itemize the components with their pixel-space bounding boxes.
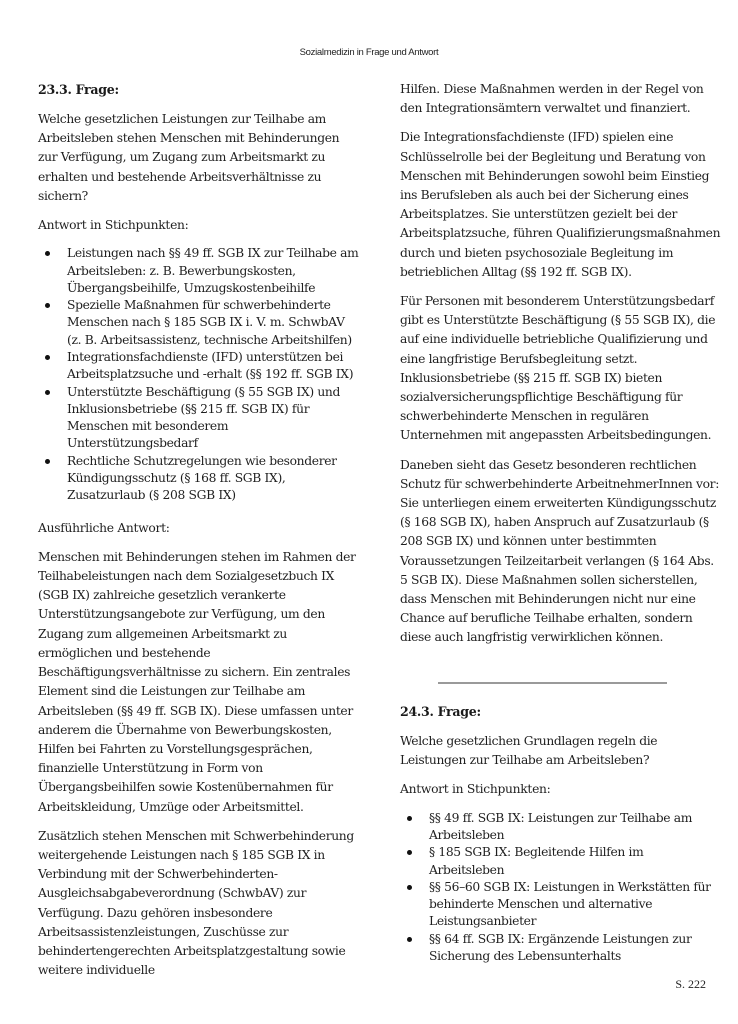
answer-paragraph: Für Personen mit besonderem Unterstützungsbedarf gibt es Unterstützte Beschäftigung (§ 55 SGB IX), die auf eine individuelle betriebliche Qualifizierung und eine langfristige Berufsbegleitung setzt. Inklusionsbetriebe (§§ 215 ff. SGB IX) bieten sozialversicherungspflichtige Beschäftigung für schwerbehinderte Menschen in regulären Unternehmen mit angepassten Arbeitsbedingungen. (400, 294, 716, 443)
right-column (400, 80, 722, 658)
bullet-icon (45, 251, 50, 256)
bullet-icon (45, 459, 50, 464)
bullets-label: Antwort in Stichpunkten: (400, 782, 551, 797)
left-column (38, 80, 360, 990)
next-question-section (400, 702, 722, 977)
answer-paragraph: Daneben sieht das Gesetz besonderen rechtlichen Schutz für schwerbehinderte ArbeitnehmerInnen vor: Sie unterliegen einem erweiterten Kündigungsschutz (§ 168 SGB IX), haben Anspruch auf Zusatzurlaub (§ 208 SGB IX) und können unter bestimmten Voraussetzungen Teilzeitarbeit verlangen (§ 164 Abs. 5 SGB IX). Diese Maßnahmen sollen sicherstellen, dass Menschen mit Behinderungen nicht nur eine Chance auf berufliche Teilhabe erhalten, sondern diese auch langfristig verwirklichen können. (400, 457, 720, 645)
detail-answer-label: Ausführliche Antwort: (38, 520, 170, 535)
answer-bullet-list (400, 810, 722, 966)
answer-bullet-list (38, 245, 360, 504)
question-text: Welche gesetzlichen Grundlagen regeln die Leistungen zur Teilhabe am Arbeitsleben? (400, 734, 658, 768)
section-divider (438, 682, 667, 684)
bullet-item: §§ 56–60 SGB IX: Leistungen in Werkstätten für behinderte Menschen und alternative Leistungsanbieter (400, 879, 722, 931)
bullet-icon (407, 816, 412, 821)
page-number: S. 222 (675, 977, 706, 991)
bullet-item: Unterstützte Beschäftigung (§ 55 SGB IX) und Inklusionsbetriebe (§§ 215 ff. SGB IX) für Menschen mit besonderem Unterstützungsbedarf (38, 384, 360, 453)
bullet-item: § 185 SGB IX: Begleitende Hilfen im Arbeitsleben (400, 844, 722, 879)
bullet-icon (45, 303, 50, 308)
answer-paragraph: Menschen mit Behinderungen stehen im Rahmen der Teilhabeleistungen nach dem Sozialgesetzbuch IX (SGB IX) zahlreiche gesetzlich verankerte Unterstützungsangebote zur Verfügung, um den Zugang zum allgemeinen Arbeitsmarkt zu ermöglichen und bestehende Beschäftigungsverhältnisse zu sichern. Ein zentrales Element sind die Leistungen zur Teilhabe am Arbeitsleben (§§ 49 ff. SGB IX). Diese umfassen unter anderem die Übernahme von Bewerbungskosten, Hilfen bei Fahrten zu Vorstellungsgesprächen, finanzielle Unterstützung in Form von Übergangsbeihilfen sowie Kostenübernahmen für Arbeitskleidung, Umzüge oder Arbeitsmittel. (38, 549, 356, 814)
bullet-item: §§ 49 ff. SGB IX: Leistungen zur Teilhabe am Arbeitsleben (400, 810, 722, 845)
bullet-icon (407, 850, 412, 855)
bullet-icon (45, 355, 50, 360)
bullet-item: §§ 64 ff. SGB IX: Ergänzende Leistungen zur Sicherung des Lebensunterhalts (400, 931, 722, 966)
bullet-icon (45, 390, 50, 395)
bullet-icon (407, 885, 412, 890)
bullet-item: Rechtliche Schutzregelungen wie besonderer Kündigungsschutz (§ 168 ff. SGB IX), Zusatzurlaub (§ 208 SGB IX) (38, 453, 360, 505)
question-heading-23-3: 23.3. Frage: (38, 82, 119, 97)
question-heading-24-3: 24.3. Frage: (400, 704, 481, 719)
answer-paragraph: Die Integrationsfachdienste (IFD) spielen eine Schlüsselrolle bei der Begleitung und Beratung von Menschen mit Behinderungen sowohl beim Einstieg ins Berufsleben als auch bei der Sicherung eines Arbeitsplatzes. Sie unterstützen gezielt bei der Arbeitsplatzsuche, führen Qualifizierungsmaßnahmen durch und bieten psychosoziale Begleitung im betrieblichen Alltag (§§ 192 ff. SGB IX). (400, 130, 721, 279)
question-text: Welche gesetzlichen Leistungen zur Teilhabe am Arbeitsleben stehen Menschen mit Behinderungen zur Verfügung, um Zugang zum Arbeitsmarkt zu erhalten und bestehende Arbeitsverhältnisse zu sichern? (38, 112, 340, 203)
answer-paragraph: Zusätzlich stehen Menschen mit Schwerbehinderung weitergehende Leistungen nach § 185 SGB IX in Verbindung mit der Schwerbehinderten-Ausgleichsabgabeverordnung (SchwbAV) zur Verfügung. Dazu gehören insbesondere Arbeitsassistenzleistungen, Zuschüsse zur behindertengerechten Arbeitsplatzgestaltung sowie weitere individuelle (38, 828, 354, 978)
bullet-item: Spezielle Maßnahmen für schwerbehinderte Menschen nach § 185 SGB IX i. V. m. SchwbAV (z. B. Arbeitsassistenz, technische Arbeitshilfen) (38, 297, 360, 349)
bullet-item: Integrationsfachdienste (IFD) unterstützen bei Arbeitsplatzsuche und -erhalt (§§ 192 ff. SGB IX) (38, 349, 360, 384)
bullets-label: Antwort in Stichpunkten: (38, 218, 189, 233)
bullet-item: Leistungen nach §§ 49 ff. SGB IX zur Teilhabe am Arbeitsleben: z. B. Bewerbungskosten, Übergangsbeihilfe, Umzugskostenbeihilfe (38, 245, 360, 297)
answer-paragraph: Hilfen. Diese Maßnahmen werden in der Regel von den Integrationsämtern verwaltet und finanziert. (400, 82, 704, 116)
running-head: Sozialmedizin in Frage und Antwort (299, 47, 439, 58)
bullet-icon (407, 937, 412, 942)
